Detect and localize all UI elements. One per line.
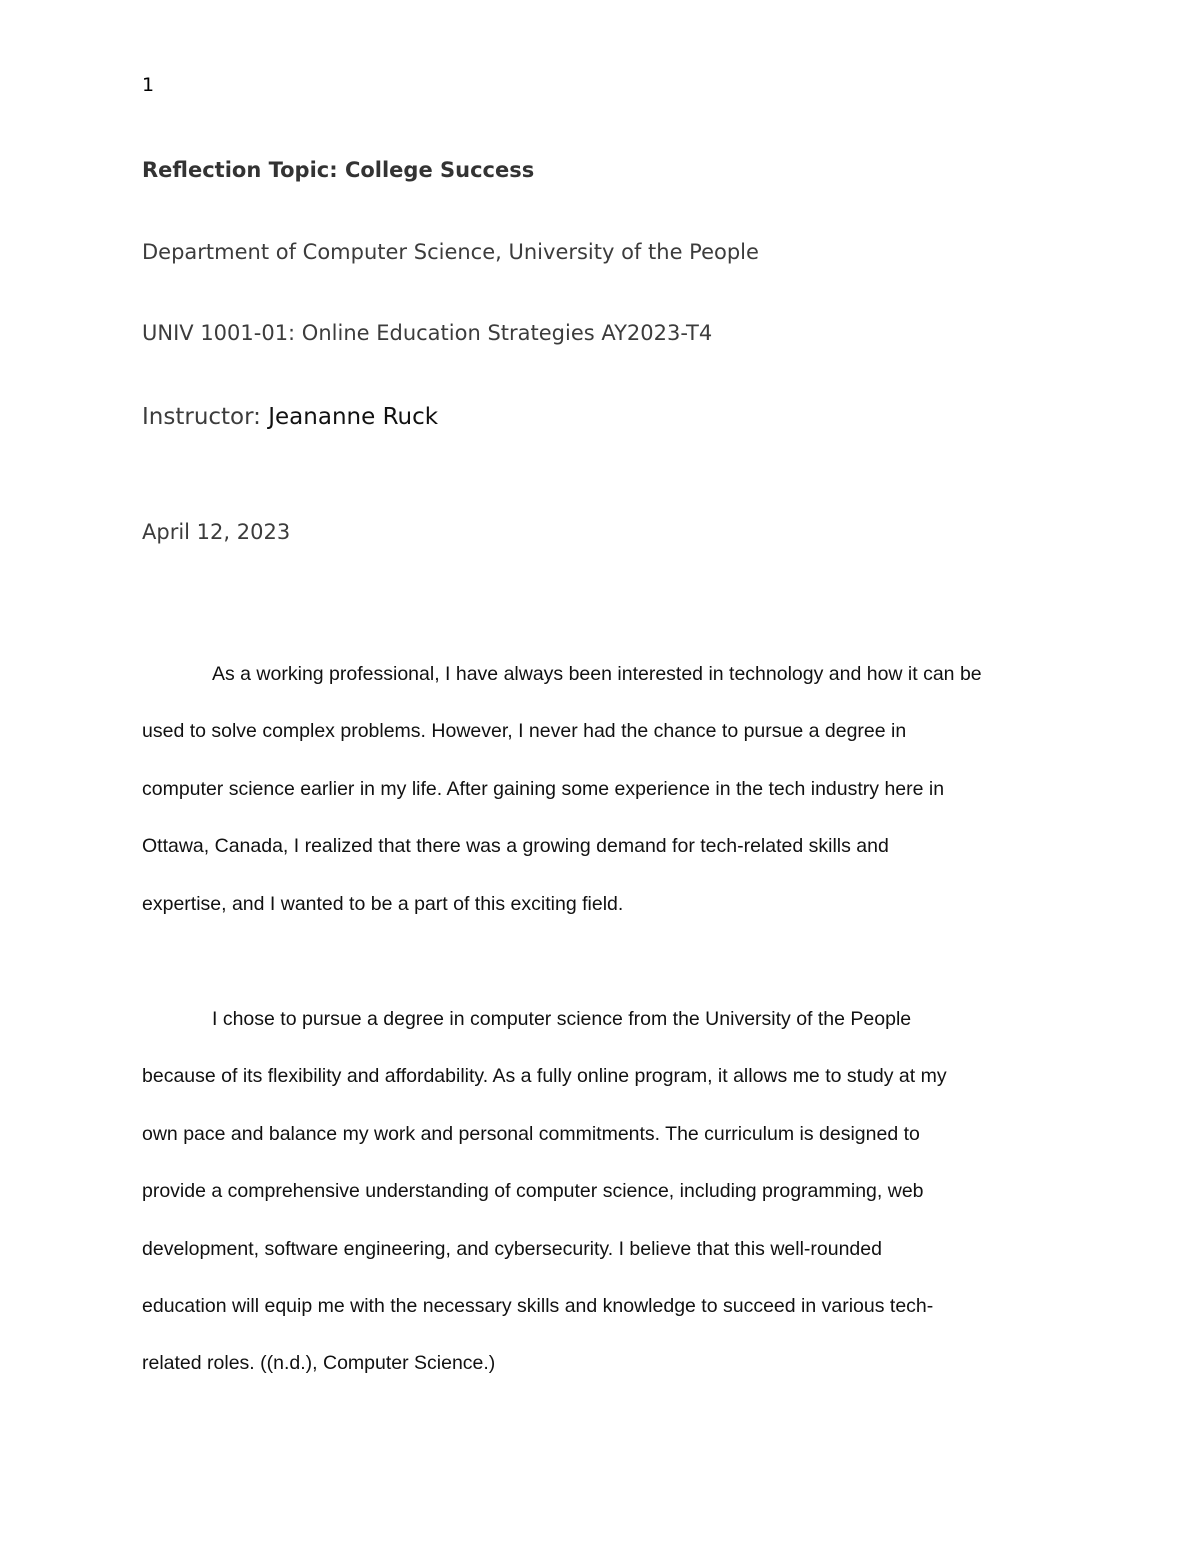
instructor-label: Instructor: [142,404,269,430]
paragraph-line: related roles. ((n.d.), Computer Science.) [142,1352,496,1375]
page-number: 1 [142,74,155,96]
paragraph-line: because of its flexibility and affordability. As a fully online program, it allows me to study at my [142,1065,947,1088]
paragraph-line: education will equip me with the necessary skills and knowledge to succeed in various tech- [142,1295,934,1318]
department-line: Department of Computer Science, University of the People [142,240,759,264]
course-line: UNIV 1001-01: Online Education Strategies AY2023-T4 [142,321,713,345]
instructor-line [142,402,438,432]
paragraph-line: As a working professional, I have always been interested in technology and how it can be [212,663,982,685]
document-date: April 12, 2023 [142,520,291,544]
paragraph-line: Ottawa, Canada, I realized that there was a growing demand for tech-related skills and [142,835,889,858]
paragraph-line: own pace and balance my work and personal commitments. The curriculum is designed to [142,1122,920,1145]
body-paragraph-1 [142,646,1072,933]
body-paragraph-2 [142,991,1072,1393]
paragraph-line: computer science earlier in my life. After gaining some experience in the tech industry here in [142,777,945,800]
paragraph-line: expertise, and I wanted to be a part of this exciting field. [142,892,624,915]
paragraph-line: provide a comprehensive understanding of computer science, including programming, web [142,1180,924,1203]
paragraph-line: I chose to pursue a degree in computer science from the University of the People [212,1008,912,1030]
instructor-name: Jeananne Ruck [268,404,439,430]
paragraph-line: used to solve complex problems. However, I never had the chance to pursue a degree in [142,720,907,743]
document-title: Reflection Topic: College Success [142,158,535,182]
paragraph-line: development, software engineering, and cybersecurity. I believe that this well-rounded [142,1237,882,1260]
